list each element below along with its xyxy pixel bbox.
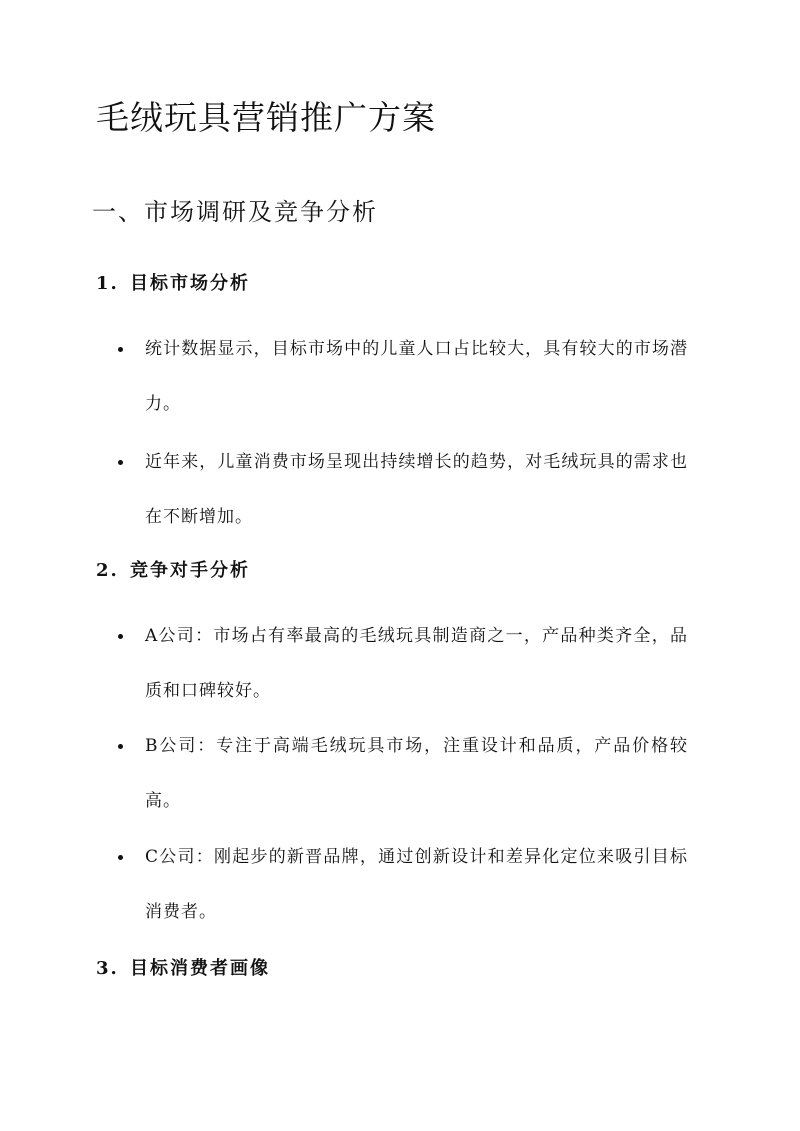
list-item-text: A公司：市场占有率最高的毛绒玩具制造商之一，产品种类齐全，品质和口碑较好。 [145, 626, 688, 701]
list-item [118, 609, 688, 719]
subsection-heading-competitors [96, 557, 250, 585]
subsection-number: 2. [96, 560, 119, 581]
list-item [118, 435, 688, 545]
list-item [118, 322, 688, 432]
list-item-text: 近年来，儿童消费市场呈现出持续增长的趋势，对毛绒玩具的需求也在不断增加。 [145, 452, 688, 527]
subsection-heading-target-market [96, 270, 250, 298]
bullet-icon [118, 744, 123, 749]
list-item [118, 830, 688, 940]
bullet-icon [118, 347, 123, 352]
section-heading-market-research: 一、市场调研及竞争分析 [92, 198, 378, 226]
list-item-text: 统计数据显示，目标市场中的儿童人口占比较大，具有较大的市场潜力。 [145, 339, 688, 414]
bullet-icon [118, 855, 123, 860]
subsection-heading-consumer-profile [96, 955, 270, 983]
subsection-title: 竞争对手分析 [130, 560, 250, 581]
list-item-text: B公司：专注于高端毛绒玩具市场，注重设计和品质，产品价格较高。 [145, 736, 688, 811]
subsection-title: 目标消费者画像 [130, 958, 270, 979]
list-item [118, 719, 688, 829]
document-title: 毛绒玩具营销推广方案 [96, 98, 436, 137]
subsection-title: 目标市场分析 [130, 273, 250, 294]
subsection-number: 3. [96, 958, 119, 979]
bullet-icon [118, 460, 123, 465]
list-item-text: C公司：刚起步的新晋品牌，通过创新设计和差异化定位来吸引目标消费者。 [145, 847, 688, 922]
subsection-number: 1. [96, 273, 119, 294]
bullet-icon [118, 634, 123, 639]
